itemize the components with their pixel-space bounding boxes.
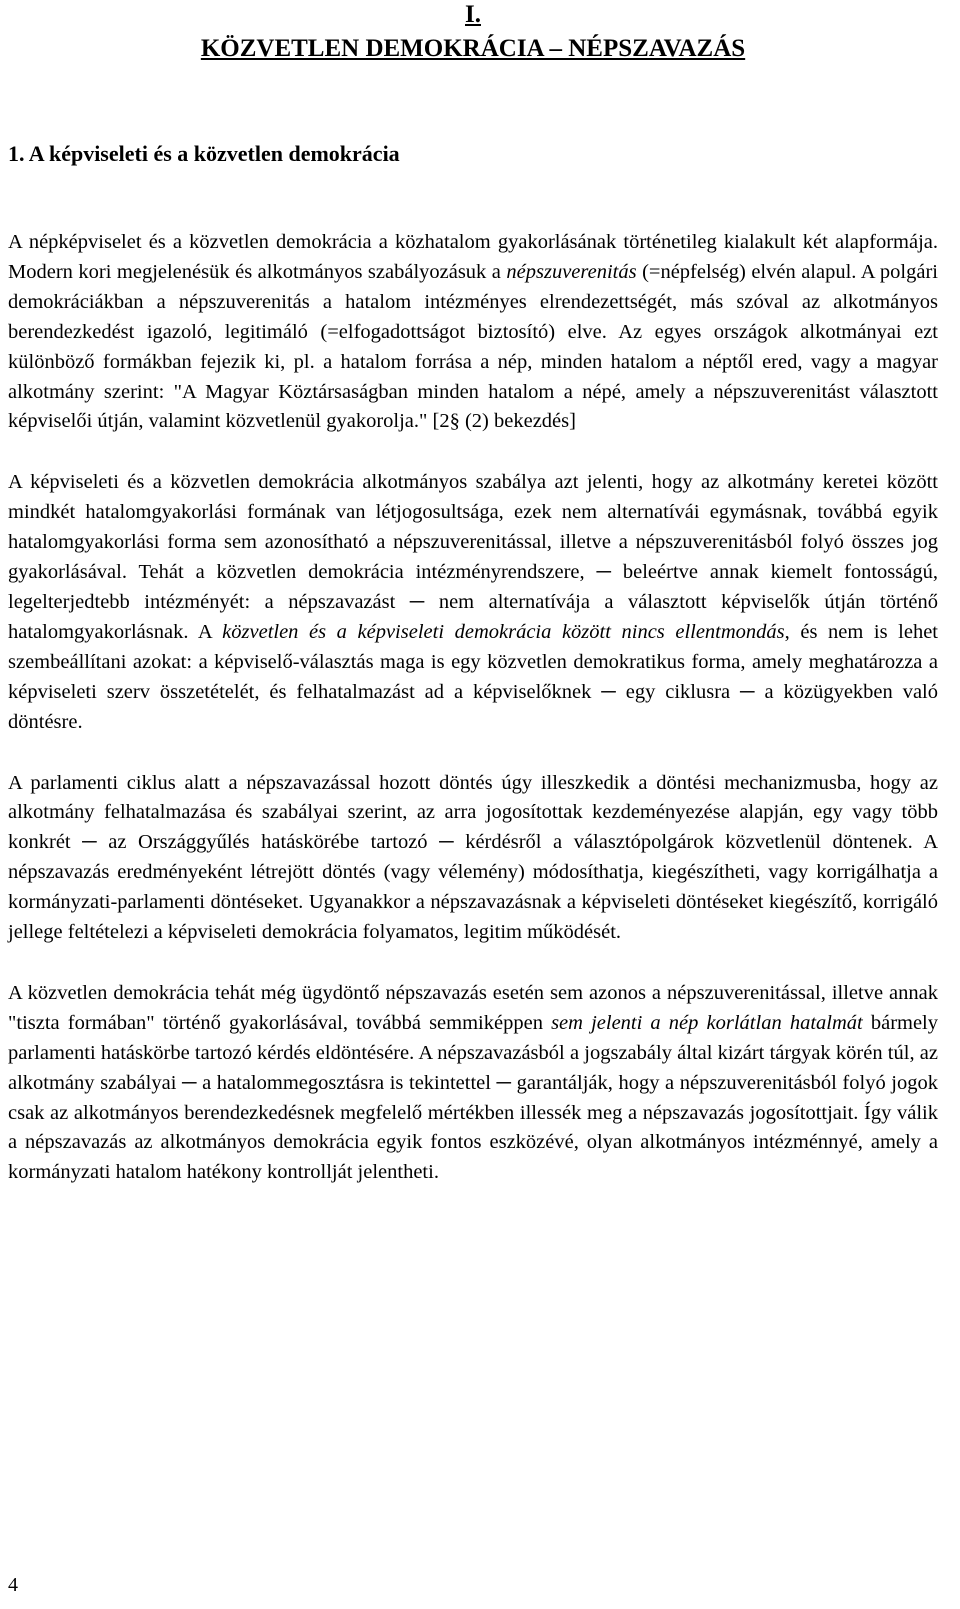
- chapter-number: I.: [465, 1, 481, 28]
- paragraph-1-text-b: (=népfelség) elvén alapul. A polgári demokráciákban a népszuverenitás a hatalom intézményes elrendezettségét, más szóval az alkotmányos berendezkedést igazoló, legitimáló (=elfogadottságot biztosító) elve. Az egyes országok alkotmányai ezt különböző formákban fejezik ki, pl. a hatalom forrása a nép, minden hatalom a néptől ered, vagy a magyar alkotmány szerint: "A Magyar Köztársaságban minden hatalom a népé, amely a népszuverenitást választott képviselői útján, valamint közvetlenül gyakorolja." [2§ (2) bekezdés]: [8, 260, 938, 433]
- paragraph-4-text-b: bármely parlamenti hatáskörbe tartozó kérdés eldöntésére. A népszavazásból a jogszabály által kizárt tárgyak körén túl, az alkotmány szabályai ─ a hatalommegosztásra is tekintettel ─ garantálják, hogy a népszuverenitásból folyó jogok csak az alkotmányos berendezkedésnek megfelelő mértékben illessék meg a népszavazás jogosítottjait. Így válik a népszavazás az alkotmányos demokrácia egyik fontos eszközévé, olyan alkotmányos intézménnyé, amely a kormányzati hatalom hatékony kontrollját jelentheti.: [8, 1011, 939, 1184]
- section-heading: 1. A képviseleti és a közvetlen demokrácia: [8, 141, 400, 166]
- page-number: 4: [8, 1574, 18, 1596]
- paragraph-1-italic: népszuverenitás: [506, 260, 637, 283]
- paragraph-3: [8, 769, 938, 948]
- paragraph-1: [8, 228, 938, 437]
- paragraph-4: [8, 979, 938, 1188]
- paragraph-2-text-b: , és nem is lehet szembeállítani azokat: a képviselő-választás maga is egy közvetlen demokratikus forma, amely meghatározza a képviseleti szerv összetételét, és felhatalmazást ad a képviselőknek ─ egy ciklusra ─ a közügyekben való döntésre.: [8, 620, 939, 733]
- paragraph-2-text-a: A képviseleti és a közvetlen demokrácia alkotmányos szabálya azt jelenti, hogy az alkotmány keretei között mindkét hatalomgyakorlási formának van létjogosultsága, ezek nem alternatívái egymásnak, továbbá egyik hatalomgyakorlási forma sem azonosítható a népszuverenitással, illetve a népszuverenitásból folyó összes jog gyakorlásával. Tehát a közvetlen demokrácia intézményrendszere, ─ beleértve annak kiemelt fontosságú, legelterjedtebb intézményét: a népszavazást ─ nem alternatívája a választott képviselők útján történő hatalomgyakorlásnak. A: [8, 471, 938, 643]
- paragraph-2-italic: közvetlen és a képviseleti demokrácia között nincs ellentmondás: [222, 620, 785, 643]
- paragraph-1-text-a: A népképviselet és a közvetlen demokrácia a közhatalom gyakorlásának történetileg kialakult két alapformája. Modern kori megjelenésük és alkotmányos szabályozásuk a: [8, 231, 938, 283]
- paragraph-4-italic: sem jelenti a nép korlátlan hatalmát: [551, 1011, 863, 1034]
- chapter-title: KÖZVETLEN DEMOKRÁCIA – NÉPSZAVAZÁS: [200, 35, 746, 62]
- paragraph-4-text-a: A közvetlen demokrácia tehát még ügydöntő népszavazás esetén sem azonos a népszuverenitással, illetve annak "tiszta formában" történő gyakorlásával, továbbá semmiképpen: [8, 981, 938, 1034]
- paragraph-2: [8, 468, 938, 737]
- document-page: [8, 0, 938, 1188]
- paragraph-3-text: A parlamenti ciklus alatt a népszavazással hozott döntés úgy illeszkedik a döntési mechanizmusba, hogy az alkotmány felhatalmazása és szabályai szerint, az arra jogosítottak kezdeményezése alapján, egy vagy több konkrét ─ az Országgyűlés hatáskörébe tartozó ─ kérdésről a választópolgárok közvetlenül döntenek. A népszavazás eredményeként létrejött döntés (vagy vélemény) módosíthatja, kiegészítheti, vagy korrigálhatja a kormányzati-parlamenti döntéseket. Ugyanakkor a népszavazásnak a képviseleti döntéseket kiegészítő, korrigáló jellege feltételezi a képviseleti demokrácia folyamatos, legitim működését.: [8, 771, 938, 944]
